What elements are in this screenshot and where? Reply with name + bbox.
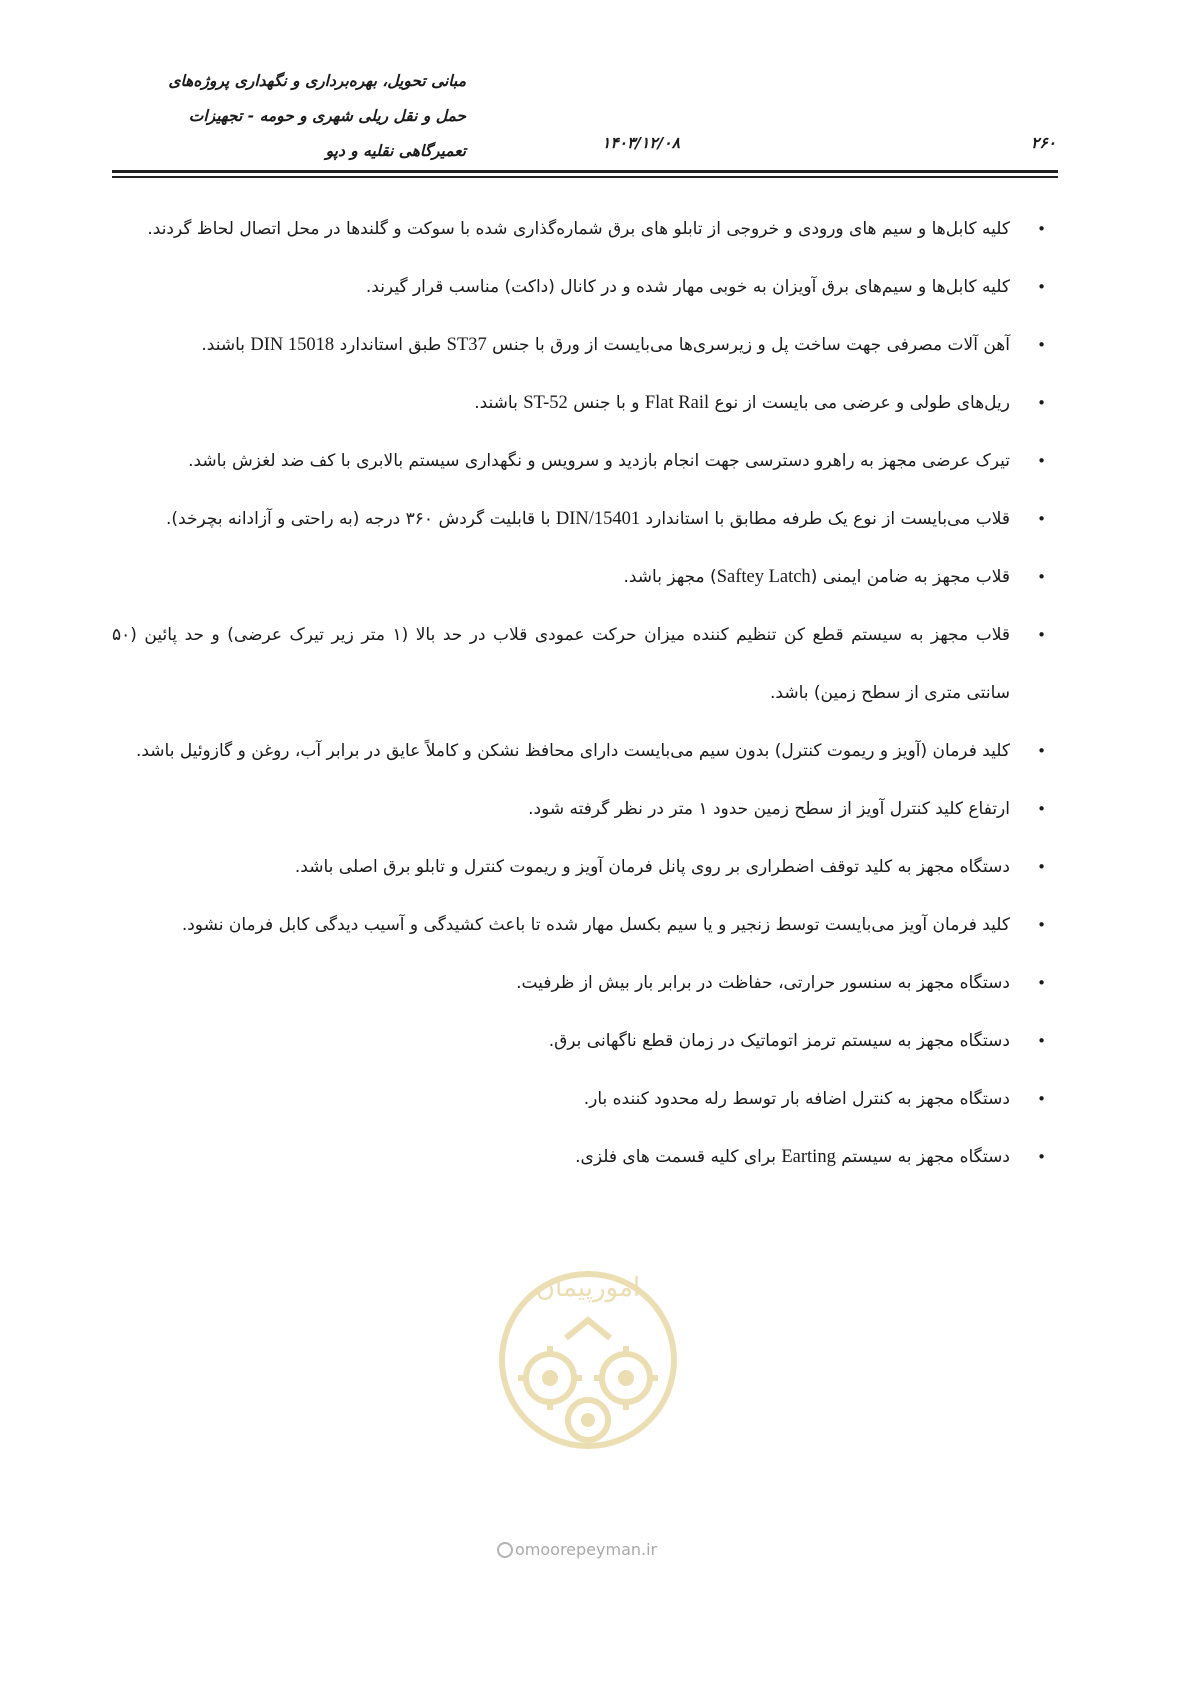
page-header	[112, 52, 1058, 172]
bullet-icon: •	[1037, 1090, 1046, 1108]
document-date: ۱۴۰۳/۱۲/۰۸	[602, 134, 680, 152]
item-text: کلید فرمان آویز می‌بایست توسط زنجیر و یا سیم بکسل مهار شده تا باعث کشیدگی و آسیب دیدگی کابل فرمان نشود.	[181, 915, 1010, 935]
item-text: تیرک عرضی مجهز به راهرو دسترسی جهت انجام بازدید و سرویس و نگهداری سیستم بالابری با کف ضد لغزش باشد.	[188, 451, 1010, 471]
item-text: دستگاه مجهز به سیستم	[835, 1147, 1010, 1167]
bullet-list	[112, 200, 1046, 1186]
bullet-item	[112, 548, 1046, 606]
latin-term: Flat Rail	[644, 393, 710, 413]
header-rule-thick	[112, 170, 1058, 173]
header-rule-thin	[112, 176, 1058, 178]
bullet-item	[112, 838, 1046, 896]
item-text: دستگاه مجهز به سیستم ترمز اتوماتیک در زمان قطع ناگهانی برق.	[548, 1031, 1010, 1051]
bullet-item	[112, 606, 1046, 722]
bullet-item	[112, 258, 1046, 316]
item-text: ارتفاع کلید کنترل آویز از سطح زمین حدود ۱ متر در نظر گرفته شود.	[528, 799, 1010, 819]
bullet-icon: •	[1037, 626, 1046, 644]
bullet-item	[112, 780, 1046, 838]
watermark-footer	[497, 1540, 657, 1559]
item-text: و با جنس	[567, 393, 645, 413]
item-text: کلیه کابل‌ها و سیم‌های برق آویزان به خوبی مهار شده و در کانال (داکت) مناسب قرار گیرند.	[365, 277, 1010, 297]
bullet-item	[112, 1012, 1046, 1070]
item-text: قلاب مجهز به سیستم قطع کن تنظیم کننده میزان حرکت عمودی قلاب در حد بالا (۱ متر زیر تیرک عرضی) و حد پائین (۵۰ سانتی متری از سطح زمین) باشد.	[112, 625, 1010, 703]
latin-term: DIN 15018	[250, 335, 335, 355]
at-icon	[497, 1542, 513, 1558]
item-text: کلید فرمان (آویز و ریموت کنترل) بدون سیم می‌بایست دارای محافظ نشکن و کاملاً عایق در برابر آب، روغن و گازوئیل باشد.	[135, 741, 1010, 761]
item-text: باشند.	[201, 335, 251, 355]
bullet-item	[112, 316, 1046, 374]
bullet-item	[112, 954, 1046, 1012]
page-number: ۲۶۰	[1031, 134, 1056, 152]
item-text: آهن آلات مصرفی جهت ساخت پل و زیرسری‌ها می‌بایست از ورق با جنس	[486, 335, 1010, 355]
item-text: دستگاه مجهز به کنترل اضافه بار توسط رله محدود کننده بار.	[583, 1089, 1010, 1109]
document-title	[168, 64, 466, 169]
bullet-icon: •	[1037, 1148, 1046, 1166]
bullet-icon: •	[1037, 336, 1046, 354]
item-text: دستگاه مجهز به سنسور حرارتی، حفاظت در برابر بار بیش از ظرفیت.	[516, 973, 1010, 993]
bullet-item	[112, 200, 1046, 258]
item-text: کلیه کابل‌ها و سیم های ورودی و خروجی از تابلو های برق شماره‌گذاری شده با سوکت و گلندها در محل اتصال لحاظ گردند.	[147, 219, 1010, 239]
bullet-icon: •	[1037, 974, 1046, 992]
bullet-icon: •	[1037, 916, 1046, 934]
bullet-item	[112, 896, 1046, 954]
bullet-item	[112, 490, 1046, 548]
bullet-item	[112, 1070, 1046, 1128]
bullet-item	[112, 722, 1046, 780]
latin-term: ST-52	[523, 393, 568, 413]
item-text: ریل‌های طولی و عرضی می بایست از نوع	[709, 393, 1010, 413]
watermark-logo-text: امورپیمان	[535, 1273, 641, 1303]
item-text: طبق استاندارد	[334, 335, 447, 355]
bullet-icon: •	[1037, 278, 1046, 296]
item-text: دستگاه مجهز به کلید توقف اضطراری بر روی پانل فرمان آویز و ریموت کنترل و تابلو برق اصلی باشد.	[294, 857, 1010, 877]
bullet-icon: •	[1037, 510, 1046, 528]
title-line: حمل و نقل ریلی شهری و حومه - تجهیزات	[188, 107, 466, 125]
title-line: تعمیرگاهی نقلیه و دپو	[325, 142, 466, 160]
bullet-icon: •	[1037, 858, 1046, 876]
item-text: باشند.	[474, 393, 524, 413]
latin-term: ST37	[446, 335, 487, 355]
bullet-icon: •	[1037, 568, 1046, 586]
bullet-item	[112, 374, 1046, 432]
bullet-icon: •	[1037, 394, 1046, 412]
latin-term: DIN/15401	[555, 509, 641, 529]
watermark-logo	[488, 1250, 688, 1470]
item-text: ) مجهز باشد.	[623, 567, 717, 587]
bullet-icon: •	[1037, 220, 1046, 238]
latin-term: Saftey Latch	[716, 567, 811, 587]
item-text: با قابلیت گردش ۳۶۰ درجه (به راحتی و آزادانه بچرخد).	[166, 509, 556, 529]
bullet-item	[112, 1128, 1046, 1186]
item-text: قلاب می‌بایست از نوع یک طرفه مطابق با استاندارد	[640, 509, 1010, 529]
latin-term: Earting	[781, 1147, 836, 1167]
item-text: برای کلیه قسمت های فلزی.	[575, 1147, 782, 1167]
title-line: مبانی تحویل، بهره‌برداری و نگهداری پروژه‌های	[168, 72, 466, 90]
bullet-icon: •	[1037, 800, 1046, 818]
body-content	[112, 200, 1046, 1186]
bullet-icon: •	[1037, 1032, 1046, 1050]
bullet-icon: •	[1037, 452, 1046, 470]
watermark-footer-text: omoorepeyman.ir	[515, 1540, 658, 1559]
bullet-item	[112, 432, 1046, 490]
bullet-icon: •	[1037, 742, 1046, 760]
item-text: قلاب مجهز به ضامن ایمنی (	[810, 567, 1010, 587]
